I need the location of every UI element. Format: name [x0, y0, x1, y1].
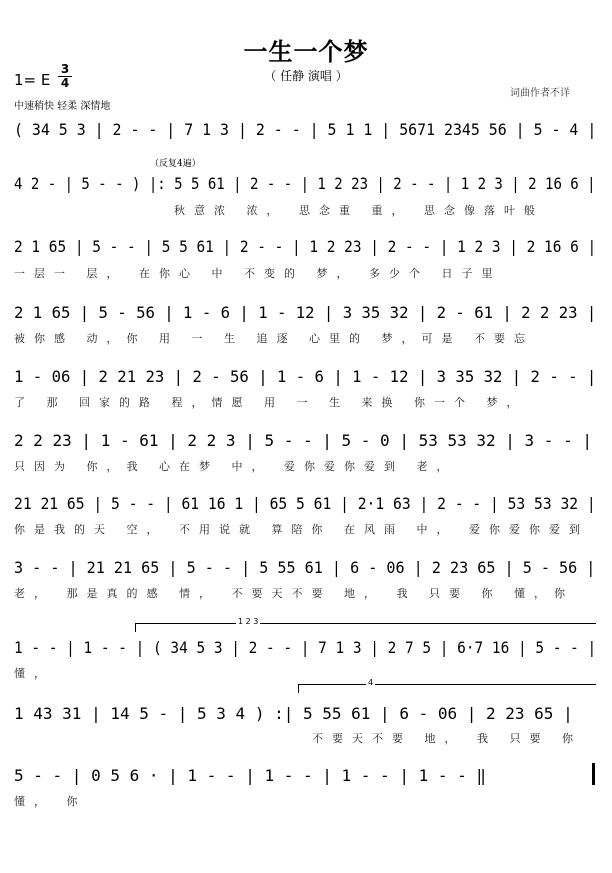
- repeat-note: （反复4遍）: [150, 159, 201, 169]
- time-signature-bottom: 4: [60, 76, 70, 90]
- lyric-line-9: 懂，: [14, 667, 54, 680]
- lyric-line-3: 一层一 层， 在你心 中 不变的 梦， 多少个 日子里: [14, 267, 502, 280]
- time-signature-top: 3: [60, 62, 70, 76]
- lyric-line-7: 你是我的天 空， 不用说就 算陪你 在风雨 中， 爱你爱你爱到: [14, 523, 589, 536]
- melody-line-9: 1 - - | 1 - - | ( 34 5 3 | 2 - - | 7 1 3 | 2 7 5 | 6·7 16 | 5 - - |: [14, 638, 597, 657]
- melody-line-1: ( 34 5 3 | 2 - - | 7 1 3 | 2 - - | 5 1 1 | 5671 2345 56 | 5 - 4 |: [14, 120, 597, 139]
- lyric-line-8: 老， 那是真的感 情， 不要天不要 地， 我 只要 你 懂，你: [14, 587, 574, 600]
- lyric-line-10: 不要天不要 地， 我 只要 你: [312, 732, 582, 745]
- melody-line-7: 21 21 65 | 5 - - | 61 16 1 | 65 5 61 | 2·1 63 | 2 - - | 53 53 32 |: [14, 494, 596, 513]
- singer-credit: （ 任静 演唱 ）: [264, 69, 348, 83]
- lyric-line-6: 只因为 你，我 心在梦 中， 爱你爱你爱到 老，: [14, 460, 457, 473]
- composer-credit: 词曲作者不详: [510, 88, 570, 99]
- tempo-marking: 中速稍快 轻柔 深情地: [14, 101, 111, 112]
- lyric-line-5: 了 那 回家的路 程，情愿 用 一 生 来换 你一个 梦，: [14, 396, 527, 409]
- key-signature: 1= E: [14, 71, 51, 89]
- melody-line-8: 3 - - | 21 21 65 | 5 - - | 5 55 61 | 6 - 06 | 2 23 65 | 5 - 56 |: [14, 558, 596, 577]
- volta-label-1: 1 2 3: [238, 617, 259, 626]
- volta-bracket-1: [135, 623, 596, 632]
- time-signature: [58, 64, 72, 89]
- melody-line-6: 2 2 23 | 1 - 61 | 2 2 3 | 5 - - | 5 - 0 | 53 53 32 | 3 - - |: [14, 431, 592, 450]
- melody-line-2: 4 2 - | 5 - - ) |: 5 5 61 | 2 - - | 1 2 23 | 2 - - | 1 2 3 | 2 16 6 |: [14, 174, 596, 193]
- lyric-line-11: 懂， 你: [14, 795, 87, 808]
- melody-line-11: 5 - - | 0 5 6 · | 1 - - | 1 - - | 1 - - | 1 - - ‖: [14, 766, 487, 785]
- volta-bracket-2: [298, 684, 596, 693]
- melody-line-10: 1 43 31 | 14 5 - | 5 3 4 ) :| 5 55 61 | 6 - 06 | 2 23 65 |: [14, 704, 573, 723]
- song-title: 一生一个梦: [243, 38, 369, 66]
- lyric-line-4: 被你感 动，你 用 一 生 追逐 心里的 梦，可是 不要忘: [14, 332, 534, 345]
- final-barline: [592, 763, 595, 785]
- melody-line-3: 2 1 65 | 5 - - | 5 5 61 | 2 - - | 1 2 23 | 2 - - | 1 2 3 | 2 16 6 |: [14, 237, 597, 256]
- melody-line-5: 1 - 06 | 2 21 23 | 2 - 56 | 1 - 6 | 1 - 12 | 3 35 32 | 2 - - |: [14, 367, 597, 386]
- melody-line-4: 2 1 65 | 5 - 56 | 1 - 6 | 1 - 12 | 3 35 32 | 2 - 61 | 2 2 23 |: [14, 303, 597, 322]
- lyric-line-2: 秋意浓 浓， 思念重 重， 思念像落叶般: [174, 204, 544, 217]
- volta-label-2: 4: [368, 678, 374, 687]
